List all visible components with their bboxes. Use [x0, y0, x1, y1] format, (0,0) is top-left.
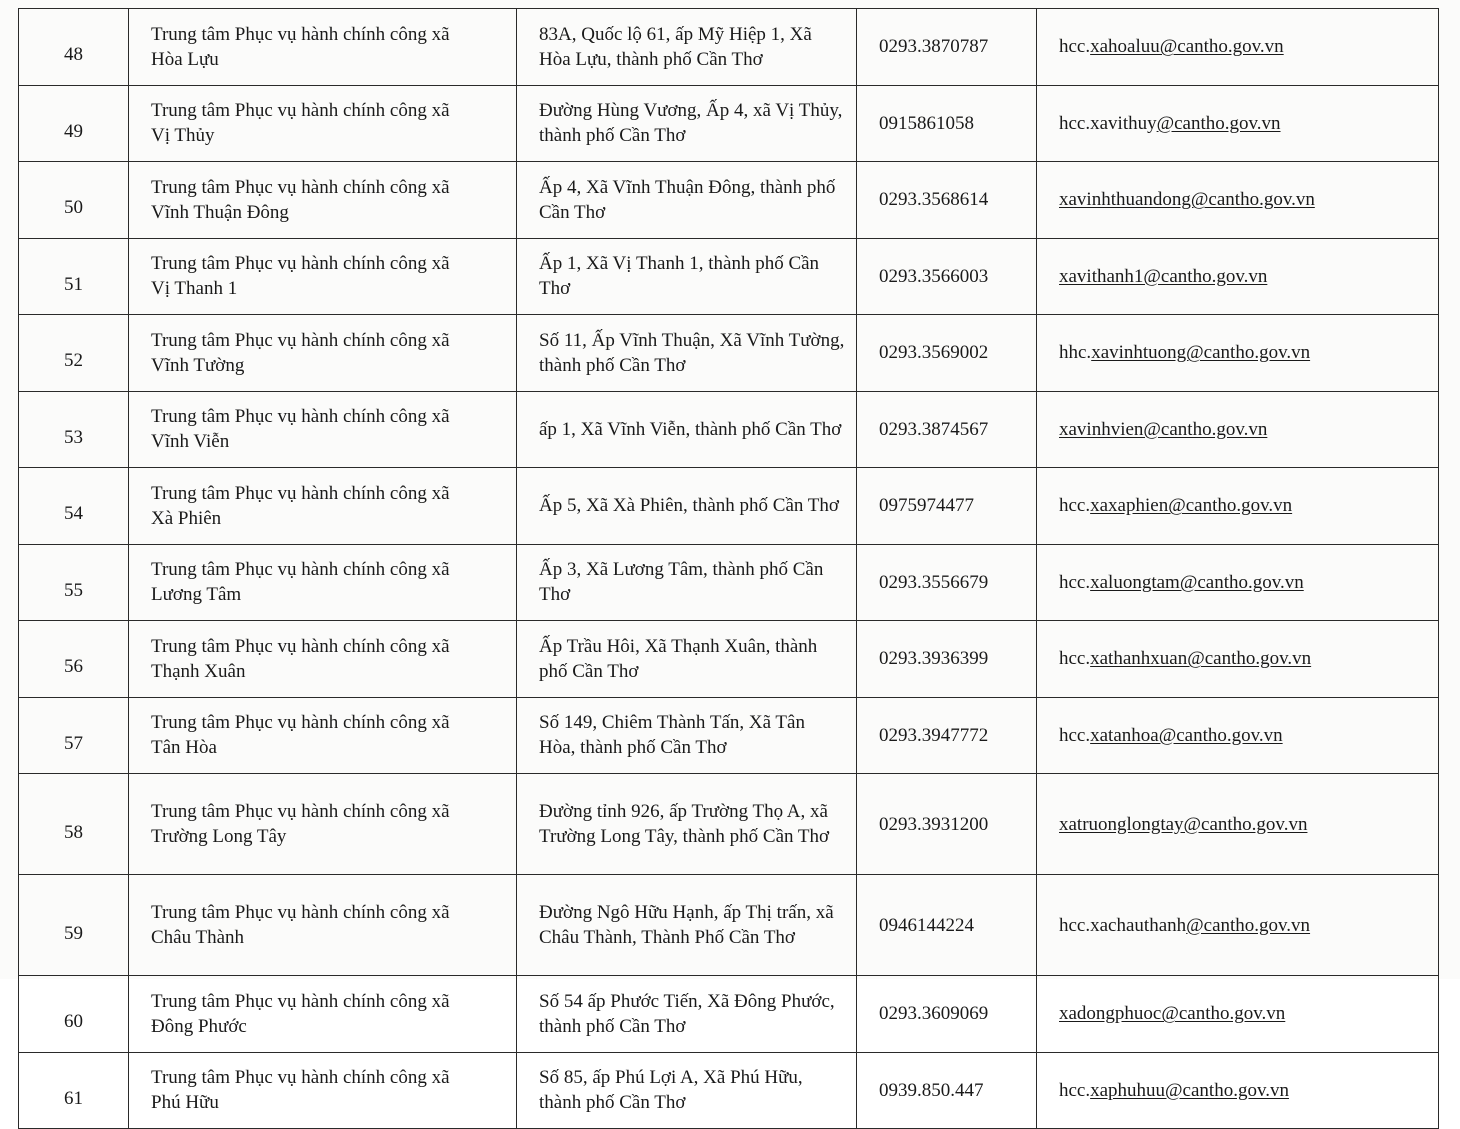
row-number-text: 57: [64, 732, 83, 754]
phone-cell: [857, 315, 1037, 392]
center-name-line2: Lương Tâm: [151, 584, 242, 606]
address-text: Số 85, ấp Phú Lợi A, Xã Phú Hữu, thành phố Cần Thơ: [539, 1067, 803, 1114]
phone-cell: [857, 85, 1037, 162]
email-prefix: hcc.xachauthanh: [1059, 914, 1187, 936]
center-name-cell: [129, 544, 517, 621]
address-cell: [517, 315, 857, 392]
phone-cell: [857, 9, 1037, 86]
email-prefix: hcc.xavithuy: [1059, 112, 1157, 134]
phone-number: 0293.3936399: [879, 648, 989, 670]
address-cell: [517, 544, 857, 621]
email-prefix: hhc.: [1059, 342, 1092, 364]
email-cell: [1037, 315, 1439, 392]
phone-number: 0293.3947772: [879, 724, 989, 746]
row-number: [19, 621, 129, 698]
row-number: [19, 85, 129, 162]
center-name-line2: Trường Long Tây: [151, 826, 287, 847]
email-link[interactable]: xahoaluu@cantho.gov.vn: [1090, 36, 1284, 58]
email-prefix: hcc.: [1059, 495, 1091, 517]
email-cell: [1037, 774, 1439, 875]
phone-number: 0946144224: [879, 914, 974, 936]
email-cell: [1037, 468, 1439, 545]
email-link[interactable]: @cantho.gov.vn: [1186, 914, 1311, 936]
phone-cell: [857, 162, 1037, 239]
center-name-cell: [129, 468, 517, 545]
address-cell: [517, 621, 857, 698]
row-number-text: 59: [64, 922, 83, 944]
address-text: Ấp 4, Xã Vĩnh Thuận Đông, thành phố Cần Thơ: [539, 176, 836, 223]
phone-number: 0293.3556679: [879, 571, 989, 593]
row-number: [19, 238, 129, 315]
row-number-text: 58: [64, 821, 83, 843]
office-contact-table: [18, 8, 1439, 1129]
center-name-cell: [129, 315, 517, 392]
address-text: Đường tỉnh 926, ấp Trường Thọ A, xã Trường Long Tây, thành phố Cần Thơ: [539, 801, 830, 847]
address-text: ấp 1, Xã Vĩnh Viễn, thành phố Cần Thơ: [539, 418, 842, 440]
center-name-line2: Phú Hữu: [151, 1092, 219, 1114]
phone-cell: [857, 468, 1037, 545]
table-row: [19, 162, 1439, 239]
phone-number: 0939.850.447: [879, 1079, 984, 1101]
center-name-line1: Trung tâm Phục vụ hành chính công xã: [151, 559, 450, 581]
table-row: [19, 621, 1439, 698]
table-row: [19, 85, 1439, 162]
phone-number: 0975974477: [879, 495, 974, 517]
phone-number: 0293.3609069: [879, 1003, 989, 1025]
table-body: [19, 9, 1439, 1129]
row-number-text: 48: [64, 44, 83, 66]
row-number: [19, 1052, 129, 1129]
center-name-line1: Trung tâm Phục vụ hành chính công xã: [151, 712, 450, 734]
email-cell: [1037, 976, 1439, 1053]
table-row: [19, 976, 1439, 1053]
email-cell: [1037, 238, 1439, 315]
phone-number: 0293.3569002: [879, 342, 989, 364]
phone-cell: [857, 875, 1037, 976]
email-prefix: hcc.: [1059, 724, 1091, 746]
address-cell: [517, 162, 857, 239]
email-link[interactable]: xaphuhuu@cantho.gov.vn: [1090, 1079, 1289, 1101]
center-name-line1: Trung tâm Phục vụ hành chính công xã: [151, 1067, 450, 1089]
table-row: [19, 774, 1439, 875]
email-link[interactable]: xatanhoa@cantho.gov.vn: [1090, 724, 1283, 746]
address-text: Đường Ngô Hữu Hạnh, ấp Thị trấn, xã Châu Thành, Thành Phố Cần Thơ: [539, 902, 834, 948]
center-name-line1: Trung tâm Phục vụ hành chính công xã: [151, 176, 450, 198]
table-row: [19, 238, 1439, 315]
center-name-line2: Vĩnh Viễn: [151, 431, 230, 453]
phone-number: 0293.3568614: [879, 189, 989, 211]
center-name-line2: Xà Phiên: [151, 507, 222, 529]
center-name-line1: Trung tâm Phục vụ hành chính công xã: [151, 635, 450, 657]
center-name-line2: Vĩnh Thuận Đông: [151, 201, 289, 223]
center-name-cell: [129, 1052, 517, 1129]
center-name-cell: [129, 238, 517, 315]
phone-cell: [857, 697, 1037, 774]
email-link[interactable]: xadongphuoc@cantho.gov.vn: [1059, 1003, 1286, 1025]
center-name-line1: Trung tâm Phục vụ hành chính công xã: [151, 329, 450, 351]
email-link[interactable]: xavinhtuong@cantho.gov.vn: [1091, 342, 1311, 364]
row-number: [19, 544, 129, 621]
address-cell: [517, 238, 857, 315]
row-number-text: 50: [64, 197, 83, 219]
center-name-line1: Trung tâm Phục vụ hành chính công xã: [151, 482, 450, 504]
center-name-line2: Vĩnh Tường: [151, 354, 245, 376]
phone-cell: [857, 238, 1037, 315]
table-row: [19, 1052, 1439, 1129]
phone-number: 0293.3874567: [879, 418, 989, 440]
center-name-cell: [129, 85, 517, 162]
email-link[interactable]: xatruonglongtay@cantho.gov.vn: [1059, 813, 1308, 835]
email-cell: [1037, 85, 1439, 162]
center-name-line2: Vị Thủy: [151, 125, 215, 147]
address-text: 83A, Quốc lộ 61, ấp Mỹ Hiệp 1, Xã Hòa Lựu, thành phố Cần Thơ: [539, 23, 812, 70]
center-name-line2: Hòa Lựu: [151, 48, 219, 70]
email-cell: [1037, 544, 1439, 621]
phone-cell: [857, 1052, 1037, 1129]
phone-number: 0915861058: [879, 112, 974, 134]
row-number-text: 51: [64, 273, 83, 295]
row-number: [19, 875, 129, 976]
row-number: [19, 468, 129, 545]
center-name-cell: [129, 976, 517, 1053]
row-number-text: 61: [64, 1087, 83, 1109]
row-number: [19, 315, 129, 392]
email-cell: [1037, 875, 1439, 976]
row-number-text: 54: [64, 503, 83, 525]
center-name-cell: [129, 697, 517, 774]
email-cell: [1037, 162, 1439, 239]
email-link[interactable]: xavinhthuandong@cantho.gov.vn: [1059, 189, 1315, 211]
row-number: [19, 774, 129, 875]
email-cell: [1037, 621, 1439, 698]
table-row: [19, 875, 1439, 976]
center-name-line1: Trung tâm Phục vụ hành chính công xã: [151, 23, 450, 45]
address-cell: [517, 875, 857, 976]
center-name-line2: Thạnh Xuân: [151, 660, 246, 682]
address-cell: [517, 391, 857, 468]
center-name-line2: Tân Hòa: [151, 737, 217, 759]
center-name-cell: [129, 875, 517, 976]
address-text: Ấp 1, Xã Vị Thanh 1, thành phố Cần Thơ: [539, 253, 820, 300]
center-name-line1: Trung tâm Phục vụ hành chính công xã: [151, 100, 450, 122]
table-row: [19, 391, 1439, 468]
email-cell: [1037, 1052, 1439, 1129]
address-cell: [517, 9, 857, 86]
center-name-line2: Vị Thanh 1: [151, 278, 238, 300]
email-link[interactable]: xathanhxuan@cantho.gov.vn: [1090, 648, 1312, 670]
center-name-cell: [129, 9, 517, 86]
email-link[interactable]: xavithanh1@cantho.gov.vn: [1059, 265, 1268, 287]
center-name-line1: Trung tâm Phục vụ hành chính công xã: [151, 406, 450, 428]
center-name-line1: Trung tâm Phục vụ hành chính công xã: [151, 902, 450, 923]
address-text: Ấp 5, Xã Xà Phiên, thành phố Cần Thơ: [539, 495, 839, 517]
address-cell: [517, 1052, 857, 1129]
phone-cell: [857, 391, 1037, 468]
phone-cell: [857, 976, 1037, 1053]
center-name-line1: Trung tâm Phục vụ hành chính công xã: [151, 801, 450, 822]
address-text: Ấp Trầu Hôi, Xã Thạnh Xuân, thành phố Cần Thơ: [539, 635, 818, 682]
phone-cell: [857, 621, 1037, 698]
phone-number: 0293.3931200: [879, 813, 989, 835]
email-cell: [1037, 9, 1439, 86]
email-prefix: hcc.: [1059, 1079, 1091, 1101]
row-number-text: 60: [64, 1011, 83, 1033]
address-text: Đường Hùng Vương, Ấp 4, xã Vị Thủy, thành phố Cần Thơ: [539, 100, 843, 147]
phone-number: 0293.3566003: [879, 265, 989, 287]
email-link[interactable]: xaxaphien@cantho.gov.vn: [1090, 495, 1293, 517]
phone-number: 0293.3870787: [879, 36, 989, 58]
address-cell: [517, 774, 857, 875]
table-row: [19, 697, 1439, 774]
row-number: [19, 391, 129, 468]
table-row: [19, 468, 1439, 545]
address-cell: [517, 697, 857, 774]
center-name-cell: [129, 391, 517, 468]
address-cell: [517, 976, 857, 1053]
row-number: [19, 976, 129, 1053]
email-prefix: hcc.: [1059, 648, 1091, 670]
email-prefix: hcc.: [1059, 571, 1091, 593]
row-number-text: 49: [64, 120, 83, 142]
row-number: [19, 697, 129, 774]
email-link[interactable]: xaluongtam@cantho.gov.vn: [1090, 571, 1304, 593]
center-name-cell: [129, 162, 517, 239]
center-name-line1: Trung tâm Phục vụ hành chính công xã: [151, 990, 450, 1012]
center-name-line2: Châu Thành: [151, 927, 245, 948]
email-cell: [1037, 697, 1439, 774]
address-text: Số 149, Chiêm Thành Tấn, Xã Tân Hòa, thành phố Cần Thơ: [539, 712, 805, 759]
phone-cell: [857, 774, 1037, 875]
address-text: Số 54 ấp Phước Tiến, Xã Đông Phước, thành phố Cần Thơ: [539, 990, 835, 1037]
email-cell: [1037, 391, 1439, 468]
table-row: [19, 315, 1439, 392]
row-number-text: 55: [64, 579, 83, 601]
center-name-cell: [129, 621, 517, 698]
address-cell: [517, 85, 857, 162]
center-name-line2: Đông Phước: [151, 1015, 247, 1037]
row-number: [19, 9, 129, 86]
row-number-text: 56: [64, 656, 83, 678]
center-name-cell: [129, 774, 517, 875]
address-cell: [517, 468, 857, 545]
email-link[interactable]: @cantho.gov.vn: [1156, 112, 1281, 134]
phone-cell: [857, 544, 1037, 621]
address-text: Số 11, Ấp Vĩnh Thuận, Xã Vĩnh Tường, thành phố Cần Thơ: [539, 329, 845, 376]
center-name-line1: Trung tâm Phục vụ hành chính công xã: [151, 253, 450, 275]
row-number-text: 53: [64, 426, 83, 448]
row-number: [19, 162, 129, 239]
table-row: [19, 9, 1439, 86]
email-link[interactable]: xavinhvien@cantho.gov.vn: [1059, 418, 1268, 440]
table-row: [19, 544, 1439, 621]
row-number-text: 52: [64, 350, 83, 372]
email-prefix: hcc.: [1059, 36, 1091, 58]
address-text: Ấp 3, Xã Lương Tâm, thành phố Cần Thơ: [539, 559, 824, 606]
